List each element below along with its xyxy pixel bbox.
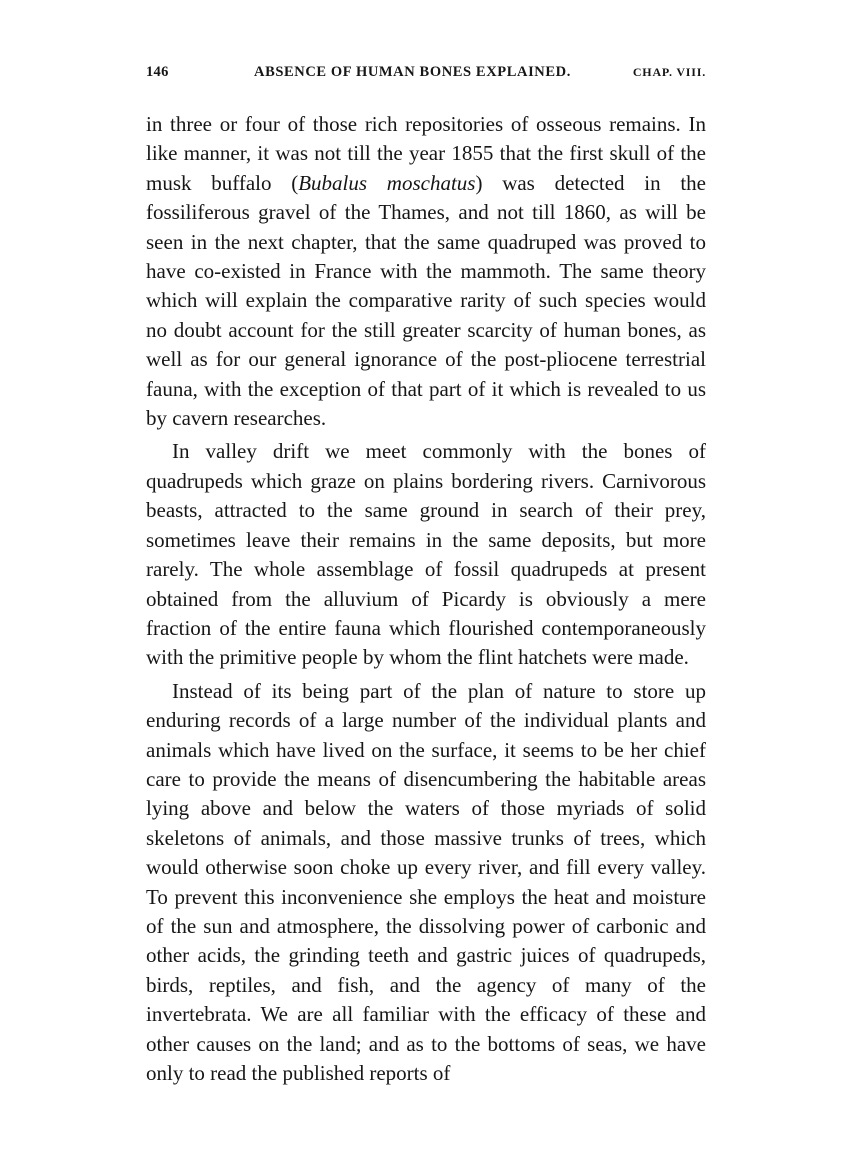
- paragraph-1-text-start: in three or four of those rich repositories of osseous remains. In like manner, it was not till the year 1855 that the first skull of the musk buffalo (: [146, 112, 706, 195]
- running-title: ABSENCE OF HUMAN BONES EXPLAINED.: [254, 64, 571, 80]
- running-head: [146, 56, 706, 82]
- paragraph-1: [146, 110, 706, 433]
- book-page: [146, 56, 706, 1088]
- species-name-italic: Bubalus moschatus: [298, 170, 476, 195]
- paragraph-2: In valley drift we meet commonly with the bones of quadrupeds which graze on plains bordering rivers. Carnivorous beasts, attracted to the same ground in search of their prey, sometimes leave their remains in the same deposits, but more rarely. The whole assemblage of fossil quadrupeds at present obtained from the alluvium of Picardy is obviously a mere fraction of the entire fauna which flourished contemporaneously with the primitive people by whom the flint hatchets were made.: [146, 439, 706, 670]
- paragraph-1-text-end: ) was detected in the fossiliferous gravel of the Thames, and not till 1860, as will be seen in the next chapter, that the same quadruped was proved to have co-existed in France with the mammoth. The same theory which will explain the comparative rarity of such species would no doubt account for the still greater scarcity of human bones, as well as for our general ignorance of the post-pliocene terrestrial fauna, with the exception of that part of it which is revealed to us by cavern researches.: [146, 170, 706, 431]
- page-number: 146: [146, 64, 169, 80]
- body-text: [146, 110, 706, 1088]
- chapter-label: CHAP. VIII.: [632, 65, 706, 79]
- paragraph-3: Instead of its being part of the plan of nature to store up enduring records of a large number of the individual plants and animals which have lived on the surface, it seems to be her chief care to provide the means of disencumbering the habitable areas lying above and below the waters of those myriads of solid skeletons of animals, and those massive trunks of trees, which would otherwise soon choke up every river, and fill every valley. To prevent this inconvenience she employs the heat and moisture of the sun and atmosphere, the dissolving power of carbonic and other acids, the grinding teeth and gastric juices of quadrupeds, birds, reptiles, and fish, and the agency of many of the invertebrata. We are all familiar with the efficacy of these and other causes on the land; and as to the bottoms of seas, we have only to read the published reports of: [146, 678, 706, 1085]
